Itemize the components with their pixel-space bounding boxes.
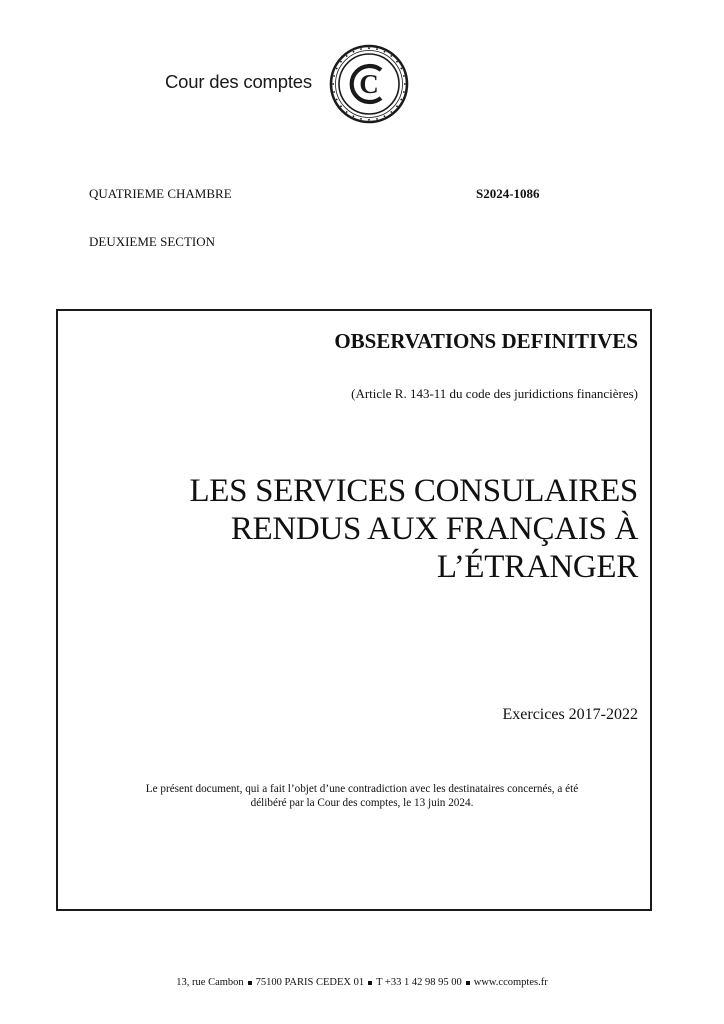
seal-dot — [332, 83, 334, 85]
seal-dot — [346, 55, 348, 57]
seal-dot — [404, 83, 406, 85]
institution-name: Cour des comptes — [165, 71, 312, 92]
seal-dot — [396, 61, 398, 63]
seal-dot — [333, 91, 335, 93]
seal-dot — [403, 91, 405, 93]
seal-dot — [390, 111, 392, 113]
report-title-line: L’ÉTRANGER — [436, 549, 638, 585]
bullet-separator — [248, 981, 252, 985]
seal-dot — [353, 51, 355, 53]
footer-address: 13, rue Cambon — [176, 977, 244, 988]
seal-dot — [403, 75, 405, 77]
deliberation-note — [96, 782, 628, 810]
deliberation-line: Le présent document, qui a fait l’objet d’une contradiction avec les destinataires concernés, a été — [145, 783, 579, 795]
seal-dot — [368, 119, 370, 121]
footer-phone: T +33 1 42 98 95 00 — [376, 977, 462, 988]
bullet-separator — [466, 981, 470, 985]
report-title-line: RENDUS AUX FRANÇAIS À — [230, 511, 638, 547]
observations-title: OBSERVATIONS DEFINITIVES — [334, 329, 638, 353]
seal-dot — [346, 111, 348, 113]
seal-dot — [336, 99, 338, 101]
seal-dot — [376, 118, 378, 120]
seal-dot — [384, 115, 386, 117]
seal-dot — [336, 68, 338, 70]
footer-website[interactable]: www.ccomptes.fr — [473, 977, 548, 988]
seal-dot — [340, 105, 342, 107]
seal-dot — [340, 61, 342, 63]
seal-dot — [384, 51, 386, 53]
footer-contact — [0, 977, 724, 988]
article-note: (Article R. 143-11 du code des juridictions financières) — [351, 386, 638, 401]
bullet-separator — [368, 981, 372, 985]
seal-dot — [390, 55, 392, 57]
seal-dot — [400, 68, 402, 70]
cour-des-comptes-seal-logo — [329, 44, 409, 124]
seal-dot — [396, 105, 398, 107]
seal-letter: C — [359, 69, 379, 99]
report-title — [78, 472, 638, 586]
chamber-label: QUATRIEME CHAMBRE — [89, 186, 232, 201]
seal-dot — [376, 48, 378, 50]
footer-city: 75100 PARIS CEDEX 01 — [255, 977, 365, 988]
seal-dot — [400, 99, 402, 101]
document-reference: S2024-1086 — [476, 186, 540, 201]
report-title-line: LES SERVICES CONSULAIRES — [189, 473, 638, 509]
seal-dot — [353, 115, 355, 117]
seal-dot — [333, 75, 335, 77]
section-label: DEUXIEME SECTION — [89, 234, 216, 249]
exercises-period: Exercices 2017-2022 — [502, 706, 638, 723]
seal-dot — [368, 47, 370, 49]
deliberation-line: délibéré par la Cour des comptes, le 13 juin 2024. — [250, 797, 474, 809]
seal-dot — [360, 118, 362, 120]
seal-dot — [360, 48, 362, 50]
